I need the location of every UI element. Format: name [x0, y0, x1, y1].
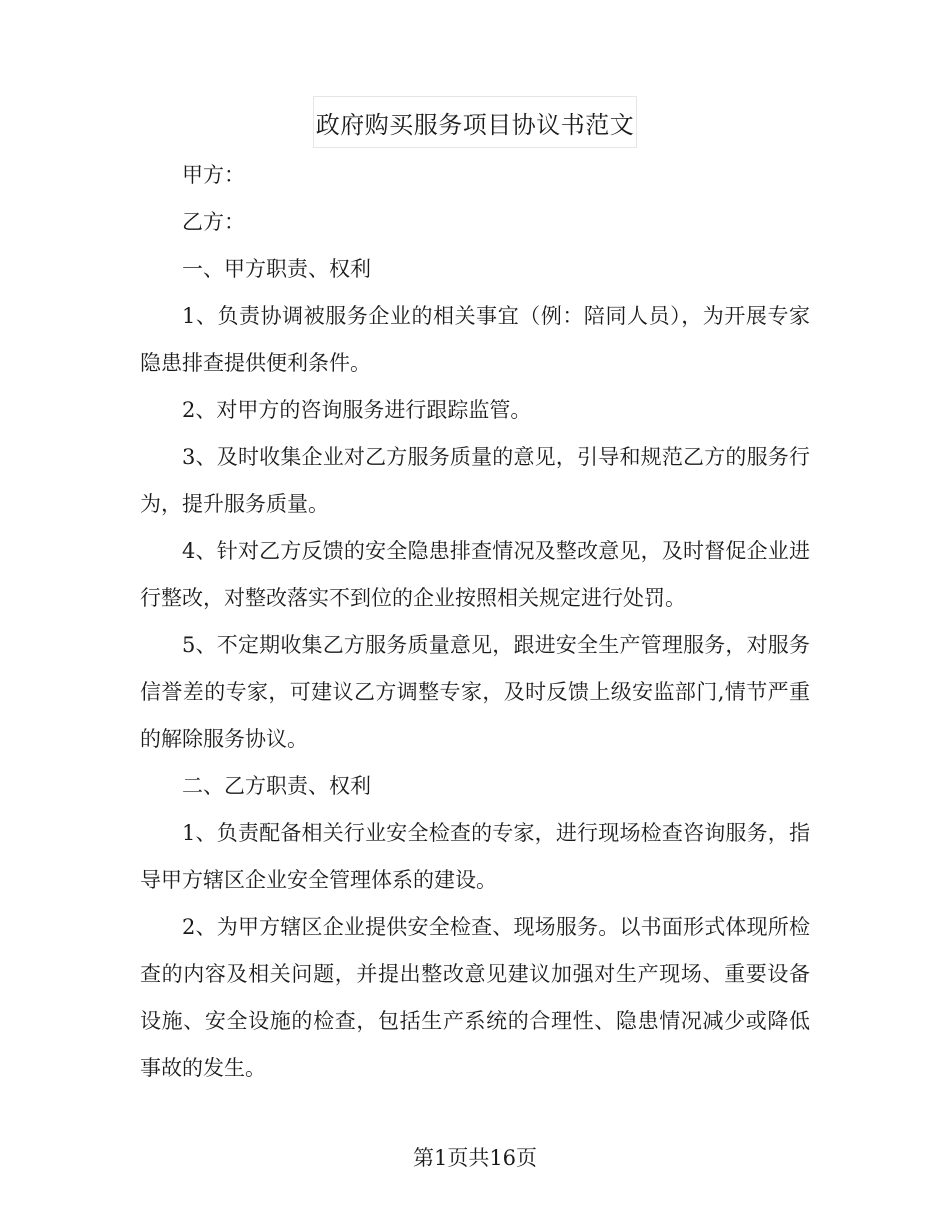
title-box	[313, 96, 637, 148]
party-b-duty-1: 1、负责配备相关行业安全检查的专家，进行现场检查咨询服务，指导甲方辖区企业安全管理体系的建设。	[140, 821, 810, 892]
party-b-duty-2: 2、为甲方辖区企业提供安全检查、现场服务。以书面形式体现所检查的内容及相关问题，并提出整改意见建议加强对生产现场、重要设备设施、安全设施的检查，包括生产系统的合理性、隐患情况减少或降低事故的发生。	[140, 915, 810, 1080]
party-b-line: 乙方：	[182, 210, 245, 234]
section-heading-party-b: 二、乙方职责、权利	[182, 774, 371, 798]
document-title: 政府购买服务项目协议书范文	[315, 110, 635, 139]
party-a-duty-2: 2、对甲方的咨询服务进行跟踪监管。	[182, 398, 532, 422]
document-body	[140, 152, 810, 1092]
section-heading-party-a: 一、甲方职责、权利	[182, 257, 371, 281]
party-a-duty-5: 5、不定期收集乙方服务质量意见，跟进安全生产管理服务，对服务信誉差的专家，可建议乙方调整专家，及时反馈上级安监部门,情节严重的解除服务协议。	[140, 633, 810, 751]
party-a-duty-1: 1、负责协调被服务企业的相关事宜（例：陪同人员），为开展专家隐患排查提供便利条件。	[140, 304, 810, 375]
party-a-line: 甲方：	[182, 163, 245, 187]
party-a-duty-4: 4、针对乙方反馈的安全隐患排查情况及整改意见，及时督促企业进行整改，对整改落实不到位的企业按照相关规定进行处罚。	[140, 539, 810, 610]
party-a-duty-3: 3、及时收集企业对乙方服务质量的意见，引导和规范乙方的服务行为，提升服务质量。	[140, 445, 810, 516]
page-number: 第1页共16页	[412, 1146, 538, 1170]
